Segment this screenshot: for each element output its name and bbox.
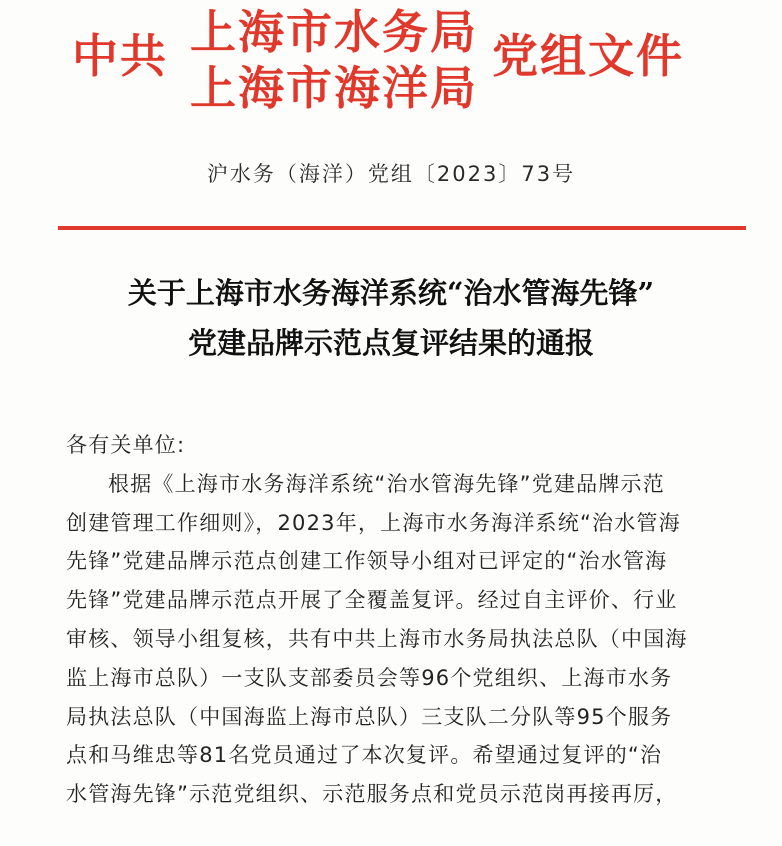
body-line: 先锋”党建品牌示范点创建工作领导小组对已评定的“治水管海 — [66, 549, 668, 574]
body-line: 水管海先锋”示范党组织、示范服务点和党员示范岗再接再厉， — [66, 782, 678, 807]
header-party-label: 中共 — [72, 29, 168, 83]
body-line: 创建管理工作细则》，2023年，上海市水务海洋系统“治水管海 — [66, 510, 681, 535]
document-body — [66, 426, 738, 814]
title-line-2: 党建品牌示范点复评结果的通报 — [187, 326, 594, 360]
title-line-1: 关于上海市水务海洋系统“治水管海先锋” — [127, 276, 655, 310]
body-line: 审核、领导小组复核，共有中共上海市水务局执法总队（中国海 — [66, 626, 688, 651]
body-line: 先锋”党建品牌示范点开展了全覆盖复评。经过自主评价、行业 — [66, 588, 678, 613]
header-issuing-bureaus — [190, 4, 478, 116]
red-divider — [58, 226, 746, 230]
header-bureau-ocean: 上海市海洋局 — [190, 61, 478, 115]
document-number: 沪水务（海洋）党组〔2023〕73号 — [206, 162, 576, 186]
document-title — [0, 268, 782, 368]
body-line: 局执法总队（中国海监上海市总队）三支队二分队等95个服务 — [66, 704, 673, 729]
body-line: 根据《上海市水务海洋系统“治水管海先锋”党建品牌示范 — [108, 471, 665, 496]
salutation: 各有关单位: — [66, 433, 186, 457]
header-bureau-water: 上海市水务局 — [190, 5, 478, 59]
header-document-type: 党组文件 — [492, 29, 684, 83]
body-line: 监上海市总队）一支队支部委员会等96个党组织、上海市水务 — [66, 665, 673, 690]
body-line: 点和马维忠等81名党员通过了本次复评。希望通过复评的“治 — [66, 743, 663, 768]
